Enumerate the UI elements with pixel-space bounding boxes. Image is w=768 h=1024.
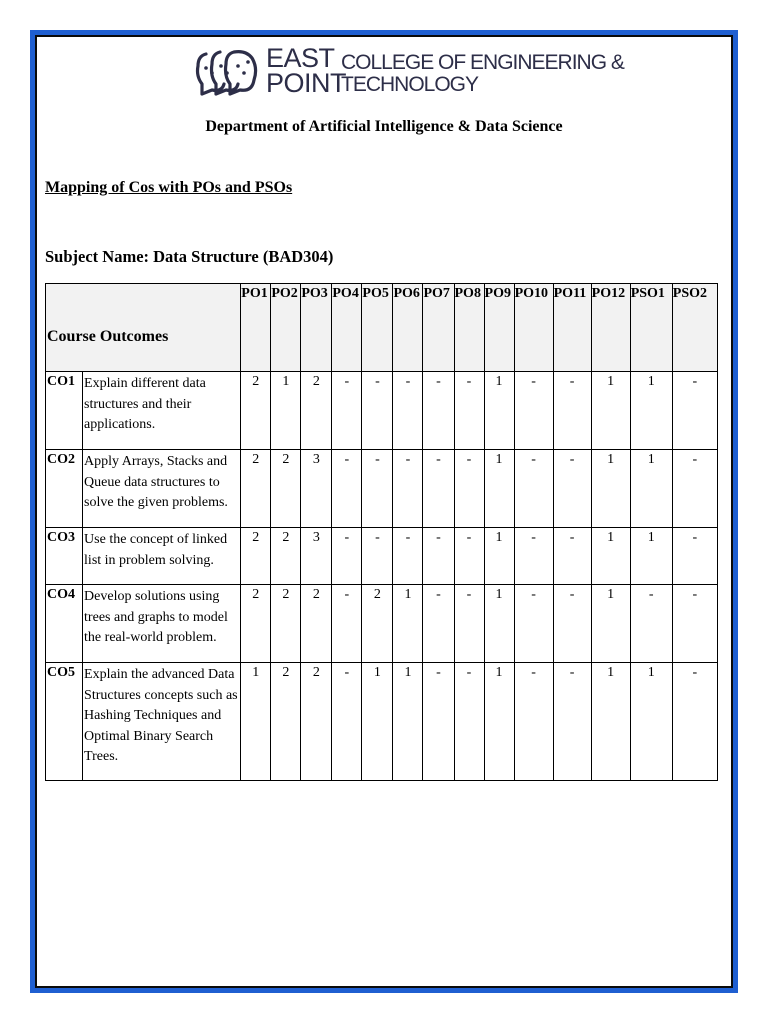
column-header: PO11: [553, 284, 591, 372]
co-id: CO1: [46, 372, 83, 450]
mapping-cell: -: [672, 450, 717, 528]
mapping-cell: 1: [591, 663, 630, 781]
logo-text-point: POINT: [266, 68, 347, 98]
mapping-cell: -: [362, 528, 393, 585]
column-header: PO5: [362, 284, 393, 372]
mapping-cell: -: [514, 585, 553, 663]
column-header: PO9: [484, 284, 514, 372]
logo-emblem-icon: [194, 46, 264, 100]
mapping-cell: 2: [271, 585, 301, 663]
table-header-row: [46, 284, 718, 372]
table-row: [46, 663, 718, 781]
column-header: PSO2: [672, 284, 717, 372]
co-id: CO2: [46, 450, 83, 528]
co-po-mapping-table: [45, 283, 718, 781]
mapping-cell: -: [393, 450, 423, 528]
mapping-cell: -: [454, 450, 484, 528]
mapping-cell: -: [514, 450, 553, 528]
mapping-cell: -: [332, 372, 362, 450]
mapping-cell: -: [423, 528, 454, 585]
mapping-cell: -: [393, 372, 423, 450]
mapping-cell: 1: [630, 528, 672, 585]
mapping-cell: 1: [591, 528, 630, 585]
column-header: PO12: [591, 284, 630, 372]
mapping-cell: -: [553, 372, 591, 450]
co-description: Develop solutions using trees and graphs to model the real-world problem.: [83, 585, 241, 663]
co-id: CO3: [46, 528, 83, 585]
mapping-cell: -: [553, 585, 591, 663]
mapping-cell: 1: [484, 450, 514, 528]
mapping-cell: 2: [271, 528, 301, 585]
logo-text-east: EAST: [266, 43, 335, 73]
mapping-cell: 1: [591, 450, 630, 528]
mapping-cell: 2: [241, 528, 271, 585]
mapping-cell: 1: [630, 663, 672, 781]
college-name-line1: COLLEGE OF ENGINEERING &: [341, 51, 624, 74]
mapping-cell: 1: [630, 450, 672, 528]
co-description: Explain different data structures and their applications.: [83, 372, 241, 450]
mapping-cell: -: [332, 585, 362, 663]
mapping-cell: -: [454, 528, 484, 585]
mapping-cell: -: [423, 450, 454, 528]
mapping-cell: 2: [271, 663, 301, 781]
mapping-cell: -: [553, 528, 591, 585]
mapping-cell: -: [553, 450, 591, 528]
subject-name: Subject Name: Data Structure (BAD304): [45, 247, 334, 266]
mapping-cell: 2: [362, 585, 393, 663]
co-description: Apply Arrays, Stacks and Queue data structures to solve the given problems.: [83, 450, 241, 528]
mapping-cell: 2: [271, 450, 301, 528]
department-title: Department of Artificial Intelligence & Data Science: [205, 118, 563, 135]
mapping-cell: 1: [484, 372, 514, 450]
mapping-cell: 1: [271, 372, 301, 450]
mapping-cell: 1: [393, 663, 423, 781]
column-header: PO2: [271, 284, 301, 372]
mapping-cell: 3: [301, 528, 332, 585]
mapping-cell: -: [332, 528, 362, 585]
table-row: [46, 585, 718, 663]
mapping-cell: -: [514, 528, 553, 585]
mapping-cell: 1: [591, 372, 630, 450]
mapping-cell: -: [672, 663, 717, 781]
mapping-cell: -: [553, 663, 591, 781]
mapping-cell: -: [514, 372, 553, 450]
mapping-cell: 1: [362, 663, 393, 781]
mapping-cell: -: [423, 372, 454, 450]
college-name-line2: TECHNOLOGY: [341, 73, 479, 96]
co-description: Explain the advanced Data Structures concepts such as Hashing Techniques and Optimal Binary Search Trees.: [83, 663, 241, 781]
mapping-cell: -: [393, 528, 423, 585]
table-row: [46, 372, 718, 450]
mapping-cell: -: [362, 450, 393, 528]
column-header: PO4: [332, 284, 362, 372]
mapping-cell: -: [454, 663, 484, 781]
mapping-cell: -: [454, 585, 484, 663]
mapping-cell: 1: [484, 528, 514, 585]
mapping-cell: 1: [484, 663, 514, 781]
mapping-cell: -: [672, 528, 717, 585]
column-header: PO1: [241, 284, 271, 372]
mapping-cell: -: [362, 372, 393, 450]
course-outcomes-header: Course Outcomes: [46, 284, 241, 372]
mapping-cell: 3: [301, 450, 332, 528]
table-row: [46, 528, 718, 585]
mapping-cell: -: [672, 585, 717, 663]
mapping-cell: -: [423, 585, 454, 663]
mapping-cell: 2: [301, 372, 332, 450]
mapping-cell: -: [672, 372, 717, 450]
column-header: PO7: [423, 284, 454, 372]
mapping-cell: 2: [241, 450, 271, 528]
mapping-cell: 1: [591, 585, 630, 663]
column-header: PSO1: [630, 284, 672, 372]
co-id: CO5: [46, 663, 83, 781]
column-header: PO8: [454, 284, 484, 372]
mapping-cell: -: [630, 585, 672, 663]
mapping-cell: 2: [241, 585, 271, 663]
mapping-cell: -: [332, 663, 362, 781]
section-title: Mapping of Cos with POs and PSOs: [45, 179, 293, 196]
mapping-cell: 1: [484, 585, 514, 663]
table-row: [46, 450, 718, 528]
mapping-cell: 1: [630, 372, 672, 450]
mapping-cell: -: [332, 450, 362, 528]
mapping-cell: -: [423, 663, 454, 781]
mapping-cell: 1: [241, 663, 271, 781]
mapping-cell: -: [454, 372, 484, 450]
mapping-cell: 2: [301, 663, 332, 781]
mapping-cell: 2: [301, 585, 332, 663]
mapping-cell: 2: [241, 372, 271, 450]
mapping-cell: 1: [393, 585, 423, 663]
column-header: PO10: [514, 284, 553, 372]
co-description: Use the concept of linked list in problem solving.: [83, 528, 241, 585]
co-id: CO4: [46, 585, 83, 663]
mapping-cell: -: [514, 663, 553, 781]
column-header: PO6: [393, 284, 423, 372]
college-logo: [194, 43, 624, 100]
column-header: PO3: [301, 284, 332, 372]
